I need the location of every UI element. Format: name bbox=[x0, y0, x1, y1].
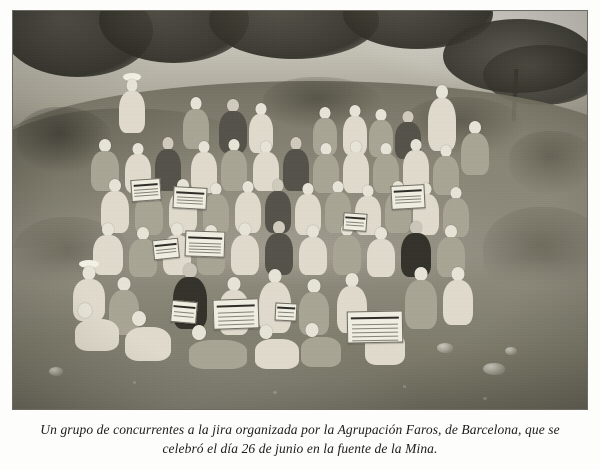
head bbox=[269, 269, 282, 283]
torso bbox=[255, 339, 299, 369]
person bbox=[265, 221, 293, 275]
head bbox=[228, 277, 241, 291]
head bbox=[118, 277, 131, 291]
held-newspaper bbox=[212, 298, 259, 330]
head bbox=[415, 267, 428, 281]
torso bbox=[461, 133, 489, 175]
head bbox=[306, 323, 319, 337]
held-newspaper bbox=[152, 238, 180, 261]
group-photograph bbox=[13, 11, 587, 409]
head bbox=[78, 303, 92, 318]
head bbox=[132, 311, 146, 326]
torso bbox=[405, 280, 437, 329]
head bbox=[346, 273, 359, 287]
person bbox=[299, 225, 327, 275]
person bbox=[405, 267, 437, 329]
head bbox=[260, 325, 273, 339]
person-reclining bbox=[75, 303, 119, 351]
person-reclining bbox=[125, 311, 171, 361]
held-newspaper bbox=[185, 230, 226, 257]
torso bbox=[125, 327, 171, 361]
rock bbox=[483, 363, 505, 375]
person-reclining bbox=[255, 325, 299, 369]
held-newspaper bbox=[342, 212, 367, 232]
held-newspaper bbox=[172, 186, 207, 210]
person-reclining bbox=[189, 325, 247, 369]
held-newspaper bbox=[347, 311, 404, 344]
held-newspaper bbox=[275, 302, 298, 321]
person bbox=[428, 85, 456, 151]
caption-line-1: Un grupo de concurrentes a la jira organizada por la Agrupación Faros, de Barcelona, que se bbox=[40, 422, 560, 437]
torso bbox=[367, 239, 395, 277]
head bbox=[192, 325, 206, 340]
person bbox=[231, 223, 259, 275]
photo-caption bbox=[12, 420, 588, 458]
ground-detail bbox=[483, 397, 487, 400]
head bbox=[452, 267, 465, 281]
person bbox=[461, 121, 489, 175]
photograph-frame bbox=[12, 10, 588, 410]
torso bbox=[443, 280, 473, 325]
torso bbox=[299, 237, 327, 275]
held-newspaper bbox=[130, 178, 161, 202]
held-newspaper bbox=[170, 300, 198, 324]
rock bbox=[49, 367, 63, 376]
head bbox=[83, 266, 96, 280]
person-reclining bbox=[301, 323, 341, 367]
head bbox=[308, 279, 321, 293]
torso bbox=[189, 340, 247, 369]
person bbox=[259, 269, 291, 333]
ground-detail bbox=[133, 381, 136, 384]
rock bbox=[437, 343, 453, 353]
held-newspaper bbox=[390, 184, 425, 210]
person bbox=[443, 267, 473, 325]
torso bbox=[231, 235, 259, 275]
caption-line-2: celebró el día 26 de junio en la fuente de la Mina. bbox=[162, 441, 438, 456]
person bbox=[119, 77, 145, 133]
person bbox=[367, 227, 395, 277]
crowd-of-people bbox=[13, 11, 587, 409]
torso bbox=[301, 337, 341, 367]
torso bbox=[119, 91, 145, 133]
ground-detail bbox=[403, 385, 406, 388]
rock bbox=[505, 347, 517, 355]
head bbox=[183, 263, 197, 278]
torso bbox=[428, 98, 456, 151]
ground-detail bbox=[273, 391, 277, 394]
head bbox=[436, 85, 448, 99]
torso bbox=[75, 319, 119, 351]
torso bbox=[333, 235, 361, 275]
